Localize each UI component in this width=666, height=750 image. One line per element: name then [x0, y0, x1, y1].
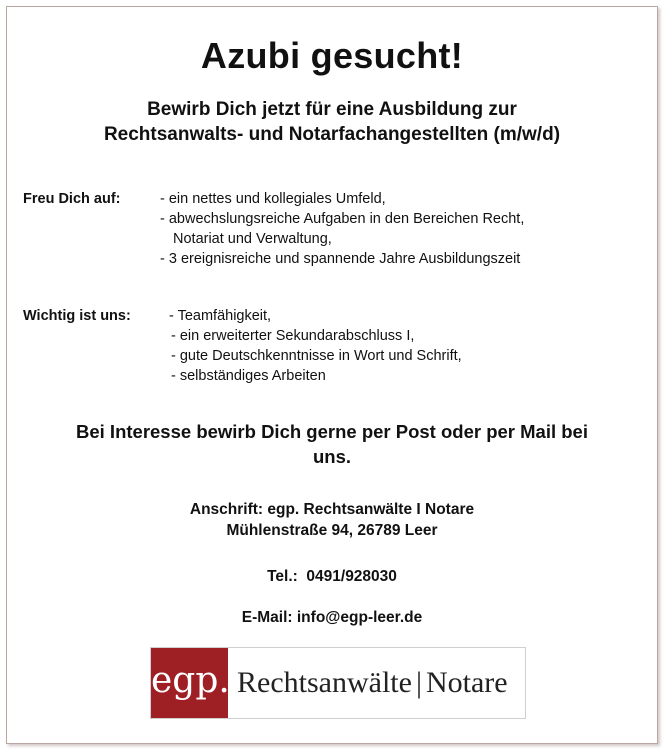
- logo-name-left: Rechtsanwälte: [237, 666, 412, 699]
- phone-number: Tel.: 0491/928030: [267, 568, 397, 585]
- cta-line-1: Bei Interesse bewirb Dich gerne per Post oder per Mail bei: [76, 421, 588, 442]
- logo-separator: |: [415, 666, 422, 699]
- company-logo: [150, 647, 526, 719]
- requirements-label: Wichtig ist uns:: [23, 308, 131, 324]
- page-title: Azubi gesucht!: [200, 35, 464, 76]
- call-to-action: [27, 419, 637, 469]
- offer-item: - ein nettes und kollegiales Umfeld,: [160, 191, 386, 207]
- logo-wordmark: [237, 648, 508, 718]
- logo-mark: egp.: [151, 648, 228, 718]
- offer-label: Freu Dich auf:: [23, 191, 121, 207]
- address-line-2: Mühlenstraße 94, 26789 Leer: [226, 522, 438, 539]
- requirements-section: [23, 306, 643, 390]
- subtitle-line-1: Bewirb Dich jetzt für eine Ausbildung zur: [147, 99, 517, 120]
- requirement-item: - ein erweiterter Sekundarabschluss I,: [171, 328, 415, 344]
- offer-item: - abwechslungsreiche Aufgaben in den Bereichen Recht,: [160, 211, 525, 227]
- offer-item: - 3 ereignisreiche und spannende Jahre Ausbildungszeit: [160, 251, 521, 267]
- requirement-item: - Teamfähigkeit,: [169, 308, 272, 324]
- requirement-item: - gute Deutschkenntnisse in Wort und Schrift,: [171, 348, 462, 364]
- requirement-item: - selbständiges Arbeiten: [171, 368, 326, 384]
- offer-item-continued: Notariat und Verwaltung,: [173, 231, 332, 247]
- job-ad-card: [6, 6, 658, 744]
- address-block: [7, 499, 657, 541]
- email-address[interactable]: E-Mail: info@egp-leer.de: [241, 609, 423, 626]
- offer-section: [23, 189, 643, 273]
- logo-name-right: Notare: [425, 666, 508, 699]
- cta-line-2: uns.: [312, 446, 352, 467]
- subtitle: [7, 97, 657, 147]
- subtitle-line-2: Rechtsanwalts- und Notarfachangestellten (m/w/d): [103, 124, 561, 145]
- address-line-1: Anschrift: egp. Rechtsanwälte I Notare: [189, 501, 475, 518]
